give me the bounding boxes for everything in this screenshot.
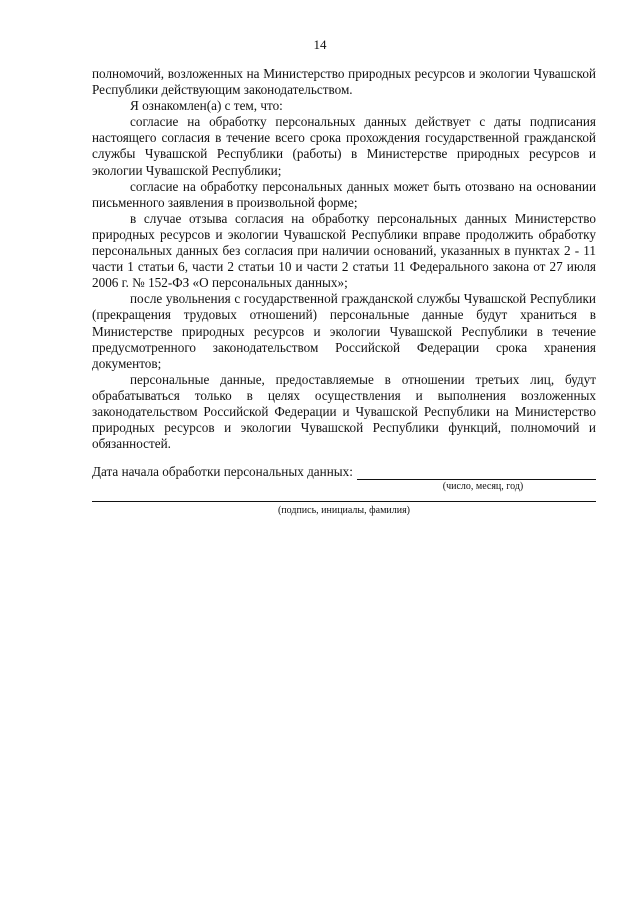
paragraph-5: в случае отзыва согласия на обработку персональных данных Министерство природных ресурсов и экологии Чувашской Республики вправе продолжить обработку персональных данных без согласия при наличии оснований, указанных в пунктах 2 - 11 части 1 статьи 6, части 2 статьи 10 и части 2 статьи 11 Федерального закона от 27 июля 2006 г. № 152-ФЗ «О персональных данных»; [92,210,596,291]
paragraph-2: Я ознакомлен(а) с тем, что: [130,98,283,114]
processing-start-date-field [92,462,596,480]
signature-blank-line[interactable] [92,501,596,502]
date-field-caption: (число, месяц, год) [442,481,524,492]
document-body [92,66,596,452]
paragraph-3: согласие на обработку персональных данных действует с даты подписания настоящего согласия в течение всего срока прохождения государственной гражданской службы Чувашской Республики (работы) в Министерстве природных ресурсов и экологии Чувашской Республики; [92,114,596,178]
page-number: 14 [313,37,327,52]
date-field-label: Дата начала обработки персональных данных: [92,464,353,479]
paragraph-4: согласие на обработку персональных данных может быть отозвано на основании письменного заявления в произвольной форме; [92,178,596,210]
signature-caption: (подпись, инициалы, фамилия) [277,505,411,516]
paragraph-1: полномочий, возложенных на Министерство природных ресурсов и экологии Чувашской Республики действующим законодательством. [92,66,596,98]
date-blank-line[interactable] [357,466,596,480]
paragraph-6: после увольнения с государственной гражданской службы Чувашской Республики (прекращения трудовых отношений) персональные данные будут храниться в Министерстве природных ресурсов и экологии Чувашской Республики в течение предусмотренного законодательством Российской Федерации срока хранения документов; [92,291,596,371]
paragraph-7: персональные данные, предоставляемые в отношении третьих лиц, будут обрабатываться только в целях осуществления и выполнения возложенных законодательством Российской Федерации и Чувашской Республики на Министерство природных ресурсов и экологии Чувашской Республики функций, полномочий и обязанностей. [92,371,596,452]
